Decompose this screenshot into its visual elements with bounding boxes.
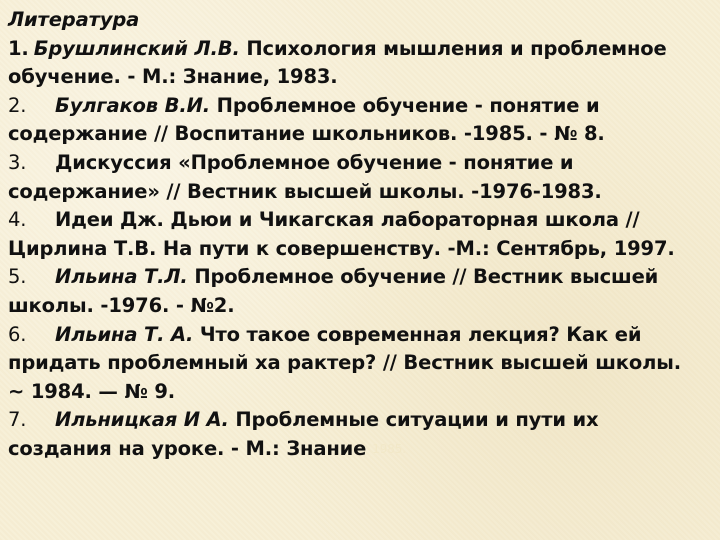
entry-text-continued: обучение. - М.: Знание, 1983. — [8, 65, 338, 89]
entry-line — [8, 435, 712, 464]
entry-line — [8, 263, 712, 292]
entry-number: 7. — [8, 408, 27, 432]
entry-line — [8, 406, 712, 435]
entry-author: Ильина Т.Л. — [55, 265, 188, 289]
entry-number: 1. — [8, 36, 29, 60]
entry-line — [8, 149, 712, 178]
entry-text: Проблемное обучение - понятие и — [210, 93, 600, 117]
entry-text-continued: создания на уроке. - М.: Знание — [8, 436, 367, 460]
entry-text-continued: школы. -1976. - №2. — [8, 293, 235, 317]
list-item — [8, 35, 712, 92]
entry-line — [8, 35, 712, 64]
entry-number: 6. — [8, 322, 27, 346]
entry-number: 4. — [8, 208, 27, 232]
entry-author: Брушлинский Л.В. — [33, 36, 240, 60]
entry-text: Психология мышления и проблемное — [239, 36, 667, 60]
list-item — [8, 263, 712, 320]
list-item — [8, 206, 712, 263]
entry-text-continued: ~ 1984. — № 9. — [8, 379, 176, 403]
entry-line — [8, 92, 712, 121]
entry-text-continued: содержание // Воспитание школьников. -1985. - № 8. — [8, 122, 605, 146]
entry-text: Проблемное обучение // Вестник высшей — [187, 265, 659, 289]
entry-number: 3. — [8, 150, 27, 174]
page-title: Литература — [8, 8, 140, 31]
entry-line — [8, 206, 712, 235]
entry-text-continued: Цирлина Т.В. На пути к совершенству. -М.: Сентябрь, 1997. — [8, 236, 675, 260]
list-item — [8, 92, 712, 149]
entry-text-continued: придать проблемный ха рактер? // Вестник высшей школы. — [8, 351, 681, 375]
entry-author: Булгаков В.И. — [55, 93, 211, 117]
entry-text: Дискуссия «Проблемное обучение - понятие и — [55, 150, 574, 174]
entry-text-continued: содержание» // Вестник высшей школы. -1976-1983. — [8, 179, 602, 203]
list-item — [8, 149, 712, 206]
bibliography — [8, 6, 712, 464]
entry-number: 5. — [8, 265, 27, 289]
list-item — [8, 406, 712, 463]
faint-year: 1985. — [372, 442, 406, 457]
entry-author: Ильина Т. А. — [55, 322, 194, 346]
entry-text: Что такое современная лекция? Как ей — [193, 322, 642, 346]
entry-line — [8, 321, 712, 350]
entry-author: Ильницкая И А. — [55, 408, 229, 432]
entry-text: Идеи Дж. Дьюи и Чикагская лабораторная школа // — [55, 208, 640, 232]
entry-text: Проблемные ситуации и пути их — [228, 408, 599, 432]
entry-number: 2. — [8, 93, 27, 117]
list-item — [8, 321, 712, 407]
